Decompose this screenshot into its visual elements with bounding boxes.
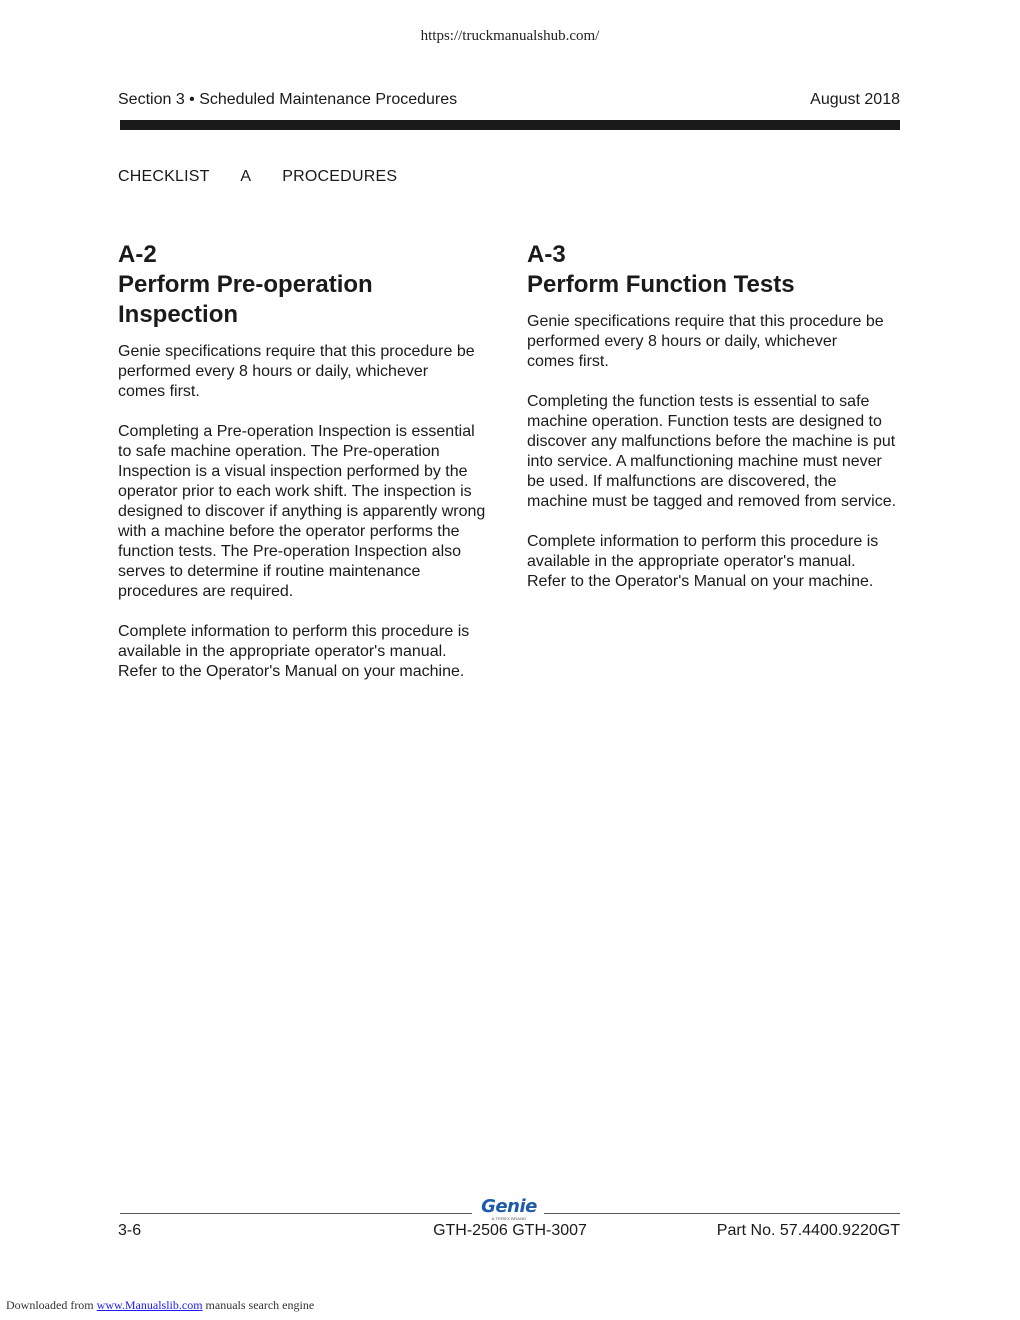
download-note [6, 1298, 314, 1313]
footer-part-number: Part No. 57.4400.9220GT [716, 1222, 900, 1239]
section-a2-title-line1: Perform Pre-operation [118, 271, 373, 298]
section-a2-paragraph-3: Complete information to perform this procedure is available in the appropriate operator's manual. Refer to the Operator's Manual on your machine. [118, 623, 470, 680]
section-a3-heading [527, 240, 907, 300]
section-a2-heading [118, 240, 498, 330]
section-a2 [118, 240, 498, 702]
genie-logo-word: Genie [481, 1196, 537, 1217]
checklist-title: CHECKLIST A PROCEDURES [118, 168, 398, 185]
section-a3-title: Perform Function Tests [527, 271, 795, 298]
footer-model: GTH-2506 GTH-3007 [433, 1222, 587, 1239]
top-url: https://truckmanualshub.com/ [420, 28, 600, 44]
footer-rule-right [544, 1213, 900, 1214]
manualslib-link[interactable]: www.Manualslib.com [96, 1298, 203, 1312]
footer-rule-left [120, 1213, 472, 1214]
header-date: August 2018 [810, 91, 900, 108]
download-note-suffix: manuals search engine [205, 1298, 315, 1312]
header-section-title: Section 3 • Scheduled Maintenance Procedures [118, 91, 458, 108]
section-a2-code: A-2 [118, 241, 157, 268]
section-a3-paragraph-2: Completing the function tests is essential to safe machine operation. Function tests are designed to discover any malfunctions before the machine is put into service. A malfunctioning machine must never be used. If malfunctions are discovered, the machine must be tagged and removed from service. [527, 393, 897, 510]
footer-page-number: 3-6 [118, 1222, 142, 1239]
section-a2-title-line2: Inspection [118, 301, 239, 328]
section-a3-paragraph-3: Complete information to perform this procedure is available in the appropriate operator's manual. Refer to the Operator's Manual on your machine. [527, 533, 879, 590]
section-a3 [527, 240, 907, 612]
section-a3-code: A-3 [527, 241, 566, 268]
section-a2-paragraph-1: Genie specifications require that this procedure be performed every 8 hours or daily, whichever comes first. [118, 343, 475, 400]
download-note-prefix: Downloaded from [6, 1298, 94, 1312]
header-rule [120, 120, 900, 130]
section-a2-paragraph-2: Completing a Pre-operation Inspection is essential to safe machine operation. The Pre-operation Inspection is a visual inspection performed by the operator prior to each work shift. The inspection is designed to discover if anything is apparently wrong with a machine before the operator performs the function tests. The Pre-operation Inspection also serves to determine if routine maintenance procedures are required. [118, 423, 486, 600]
section-a3-paragraph-1: Genie specifications require that this procedure be performed every 8 hours or daily, whichever comes first. [527, 313, 884, 370]
genie-logo-subtext: A TEREX BRAND [491, 1216, 527, 1221]
genie-logo [476, 1198, 542, 1224]
